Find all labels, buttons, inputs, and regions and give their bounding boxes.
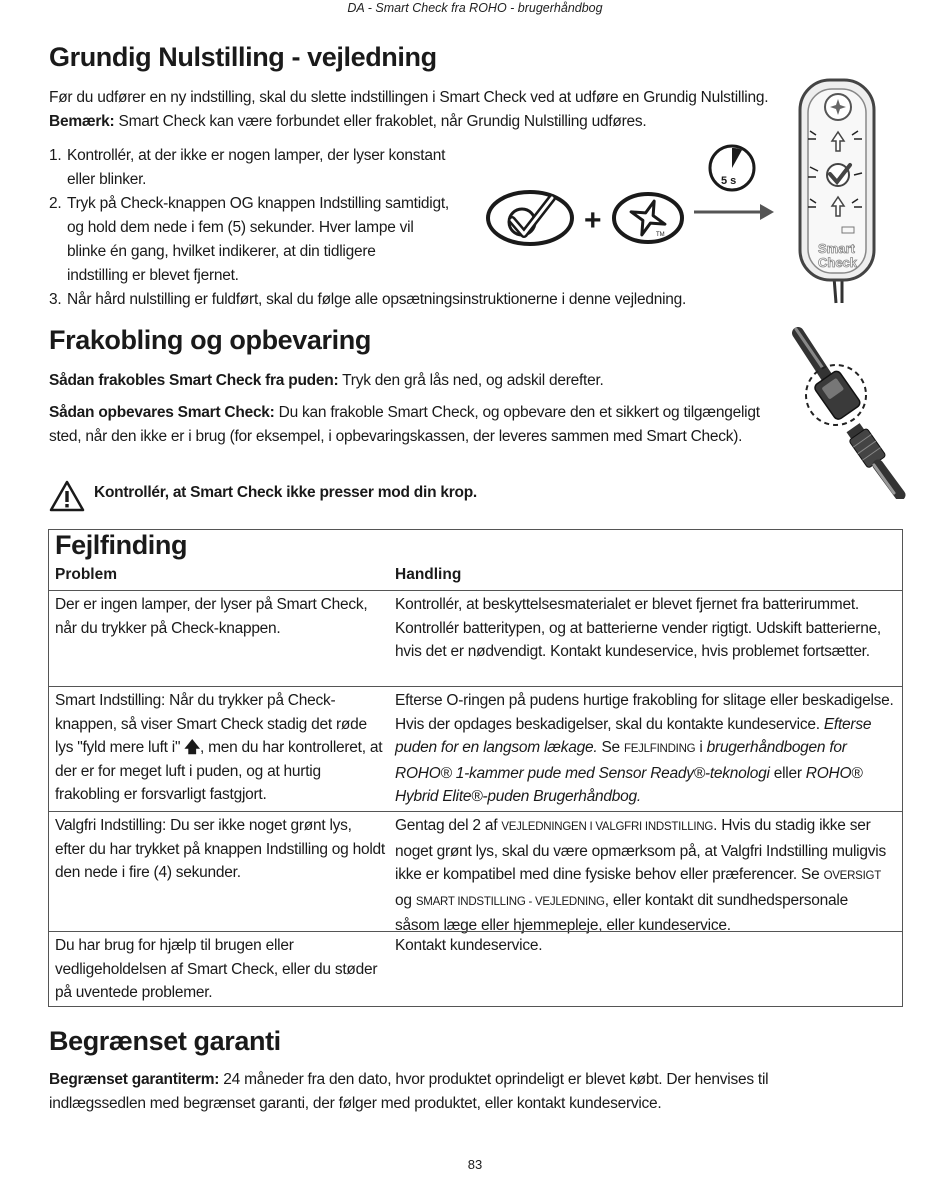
table-row: Valgfri Indstilling: Du ser ikke noget grønt lys, efter du har trykket på knappen Indstilling og holdt den nede i fire (4) sekunder. Gentag del 2 af VEJLEDNINGEN I VALGFRI INDSTILLING. Hvis du stadig ikke ser noget grønt lys, skal du være opmærksom på, at Valgfri Indstilling muligvis ikke er kompatibel med dine fysiske behov eller præferencer. Se OVERSIGT og SMART INDSTILLING - VEJLEDNING, eller kontakt dit sundhedspersonale såsom læge eller hjemmepleje, eller kundeservice. <box>49 811 902 932</box>
svg-text:Check: Check <box>818 255 858 270</box>
page-header: DA - Smart Check fra ROHO - brugerhåndbog <box>347 1 603 15</box>
plus-sign: + <box>584 204 602 237</box>
page-number: 83 <box>467 1157 483 1172</box>
table-row: Smart Indstilling: Når du trykker på Check-knappen, så viser Smart Check stadig det røde lys "fyld mere luft i" 🡅, men du har kontrolleret, at der er for meget luft i puden, og at hurtig frakobling er forsvarligt fastgjort. Efterse O-ringen på pudens hurtige frakobling for slitage eller beskadigelse. Hvis der opdages beskadigelser, skal du kontakte kundeservice. Efterse puden for en langsom lækage. Se FEJLFINDING i brugerhåndbogen for ROHO® 1-kammer pude med Sensor Ready®-teknologi eller ROHO® Hybrid Elite®-puden Brugerhåndbog. <box>49 686 902 812</box>
table-row: Du har brug for hjælp til brugen eller vedligeholdelsen af Smart Check, eller du støder på uventede problemer. Kontakt kundeservice. <box>49 931 902 1007</box>
section-title-reset: Grundig Nulstilling - vejledning <box>49 42 437 72</box>
svg-text:5 s: 5 s <box>721 175 737 187</box>
warning-note: Kontrollér, at Smart Check ikke presser mod din krop. <box>49 480 85 517</box>
troubleshooting-table <box>48 529 903 1007</box>
warning-icon <box>49 480 85 512</box>
table-row: Der er ingen lamper, der lyser på Smart Check, når du trykker på Check-knappen. Kontrollér, at beskyttelsesmaterialet er blevet fjernet fra batterirummet. Kontrollér batteritypen, og at batterierne vender rigtigt. Udskift batterierne, hvis det er nødvendigt. Kontakt kundeservice, hvis problemet fortsætter. <box>49 590 902 687</box>
arrow-up-icon: 🡅 <box>184 739 200 756</box>
svg-text:TM: TM <box>656 232 665 238</box>
storage-paragraph: Sådan opbevares Smart Check: Du kan frakoble Smart Check, og opbevare den et sikkert og tilgængeligt sted, når den ikke er i brug (for eksempel, i opbevaringskassen, der leveres sammen med Smart Check). <box>49 404 760 445</box>
check-button-icon <box>488 192 572 244</box>
reset-illustration <box>480 140 780 260</box>
timer-icon <box>710 146 754 190</box>
step-3: 3. Når hård nulstilling er fuldført, skal du følge alle opsætningsinstruktionerne i denne vejledning. <box>49 291 687 308</box>
smart-check-device-illustration <box>796 77 878 305</box>
section-title-disconnect: Frakobling og opbevaring <box>49 325 371 355</box>
column-header-problem: Problem <box>55 566 118 583</box>
svg-text:Smart: Smart <box>818 241 855 256</box>
setup-button-icon <box>614 194 682 242</box>
step-1: 1. Kontrollér, at der ikke er nogen lamper, der lyser konstant eller blinker. <box>49 147 446 188</box>
reset-intro: Før du udfører en ny indstilling, skal du slette indstillingen i Smart Check ved at udføre en Grundig Nulstilling. Bemærk: Smart Check kan være forbundet eller frakoblet, når Grundig Nulstilling udføres. <box>49 89 769 130</box>
step-2: 2. Tryk på Check-knappen OG knappen Indstilling samtidigt, og hold dem nede i fem (5) sekunder. Hver lampe vil blinke én gang, hvilket indikerer, at din tidligere indstilling er blevet fjernet. <box>49 195 449 284</box>
column-header-action: Handling <box>395 566 462 583</box>
troubleshooting-title: Fejlfinding <box>55 530 188 560</box>
warranty-paragraph: Begrænset garantiterm: 24 måneder fra den dato, hvor produktet oprindeligt er blevet købt. Der henvises til indlægssedlen med begrænset garanti, der følger med produktet, eller kontakt kundeservice. <box>49 1071 769 1112</box>
disconnect-paragraph: Sådan frakobles Smart Check fra puden: Tryk den grå lås ned, og adskil derefter. <box>49 372 604 389</box>
section-title-warranty: Begrænset garanti <box>49 1026 281 1056</box>
arrow-right-icon <box>694 204 774 220</box>
quick-disconnect-illustration <box>792 327 908 499</box>
